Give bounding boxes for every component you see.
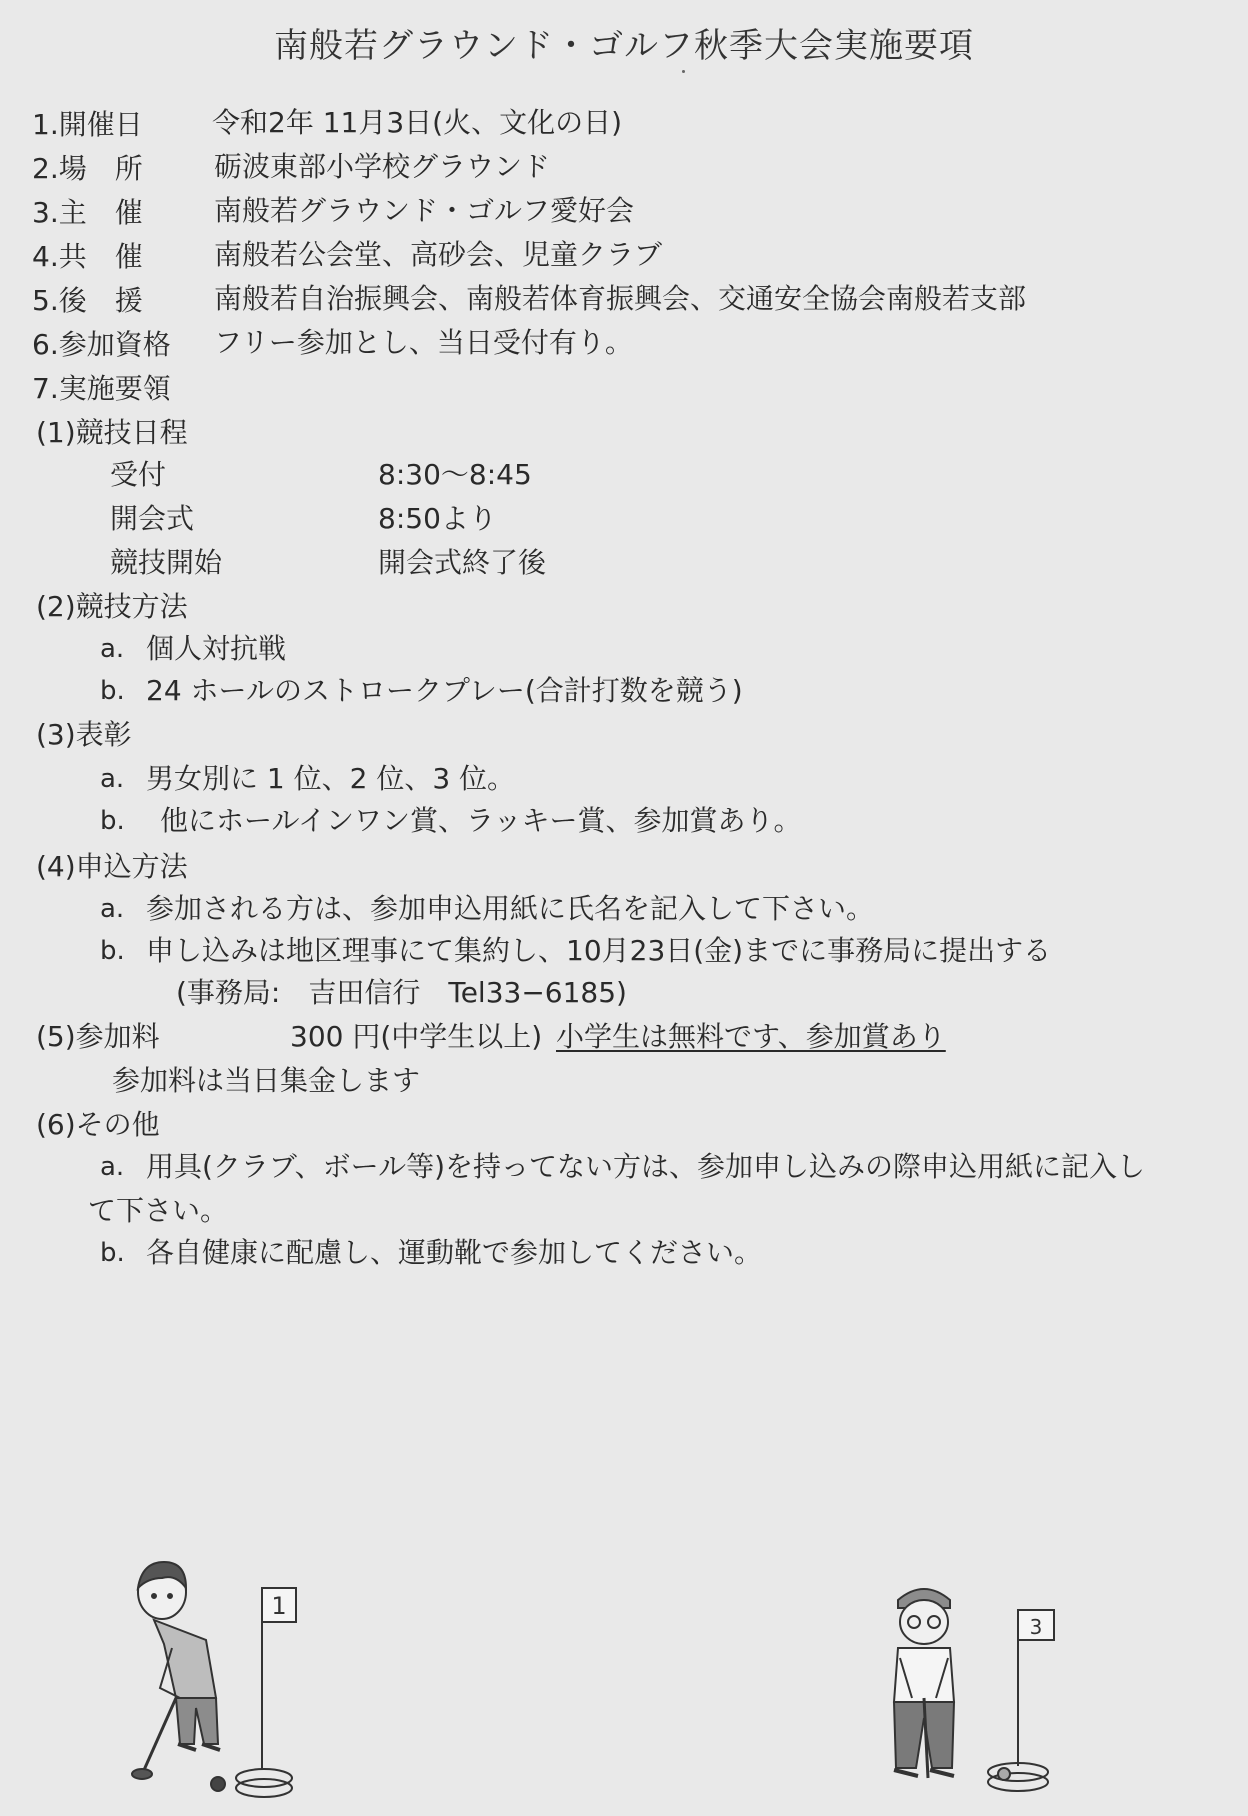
section-heading: (3)表彰 [36,718,132,751]
schedule-label: 開会式 [110,502,195,535]
section-heading: (1)競技日程 [36,416,188,449]
schedule-value: 8:50より [378,502,497,535]
section-heading: (5)参加料 [36,1020,160,1053]
item-label: 7.実施要領 [32,372,171,405]
list-item: 各自健康に配慮し、運動靴で参加してください。 [146,1236,763,1269]
fee-note-underlined: 小学生は無料です、参加賞あり [556,1020,946,1053]
section-heading: (2)競技方法 [36,590,188,623]
schedule-value: 8:30〜8:45 [378,458,532,491]
list-marker: b. [100,806,125,836]
list-marker: a. [100,764,125,794]
stray-dot [682,70,685,73]
flag-number: 1 [271,1592,287,1620]
list-item: 参加される方は、参加申込用紙に氏名を記入して下さい。 [146,892,875,925]
list-marker: b. [100,936,125,966]
office-contact: (事務局: 吉田信行 Tel33−6185) [176,976,627,1009]
schedule-label: 競技開始 [110,546,223,579]
list-marker: b. [100,676,125,706]
item-value: 南般若グラウンド・ゴルフ愛好会 [214,194,635,227]
item-value: 砺波東部小学校グラウンド [214,150,551,183]
section-heading: (6)その他 [36,1108,160,1141]
list-item: 24 ホールのストロークプレー(合計打数を競う) [146,674,743,707]
fee-collection: 参加料は当日集金します [112,1064,421,1097]
golfer-left-illustration [120,1548,320,1800]
item-value: フリー参加とし、当日受付有り。 [214,326,633,359]
fee-amount: 300 円(中学生以上) [290,1020,543,1053]
schedule-label: 受付 [110,458,167,491]
list-item: 他にホールインワン賞、ラッキー賞、参加賞あり。 [160,804,802,837]
page-title: 南般若グラウンド・ゴルフ秋季大会実施要項 [274,26,974,66]
section-heading: (4)申込方法 [36,850,188,883]
list-item: 個人対抗戦 [146,632,287,665]
list-item: 申し込みは地区理事にて集約し、10月23日(金)までに事務局に提出する [146,934,1052,967]
list-item: 用具(クラブ、ボール等)を持ってない方は、参加申し込みの際申込用紙に記入し [146,1150,1146,1183]
list-item: 男女別に 1 位、2 位、3 位。 [146,762,516,795]
item-value: 令和2年 11月3日(火、文化の日) [212,106,623,139]
list-marker: b. [100,1238,125,1268]
golfer-right-illustration [868,1578,1078,1800]
item-value: 南般若自治振興会、南般若体育振興会、交通安全協会南般若支部 [214,282,1027,315]
item-label: 1.開催日 [32,108,143,141]
item-label: 3.主 催 [32,196,143,229]
schedule-value: 開会式終了後 [378,546,547,579]
flag-number: 3 [1029,1615,1043,1639]
list-marker: a. [100,1152,125,1182]
list-marker: a. [100,894,125,924]
list-item-continuation: て下さい。 [88,1194,229,1227]
item-label: 6.参加資格 [32,328,171,361]
list-marker: a. [100,634,125,664]
item-label: 2.場 所 [32,152,143,185]
item-label: 4.共 催 [32,240,143,273]
item-value: 南般若公会堂、高砂会、児童クラブ [214,238,663,271]
item-label: 5.後 援 [32,284,143,317]
